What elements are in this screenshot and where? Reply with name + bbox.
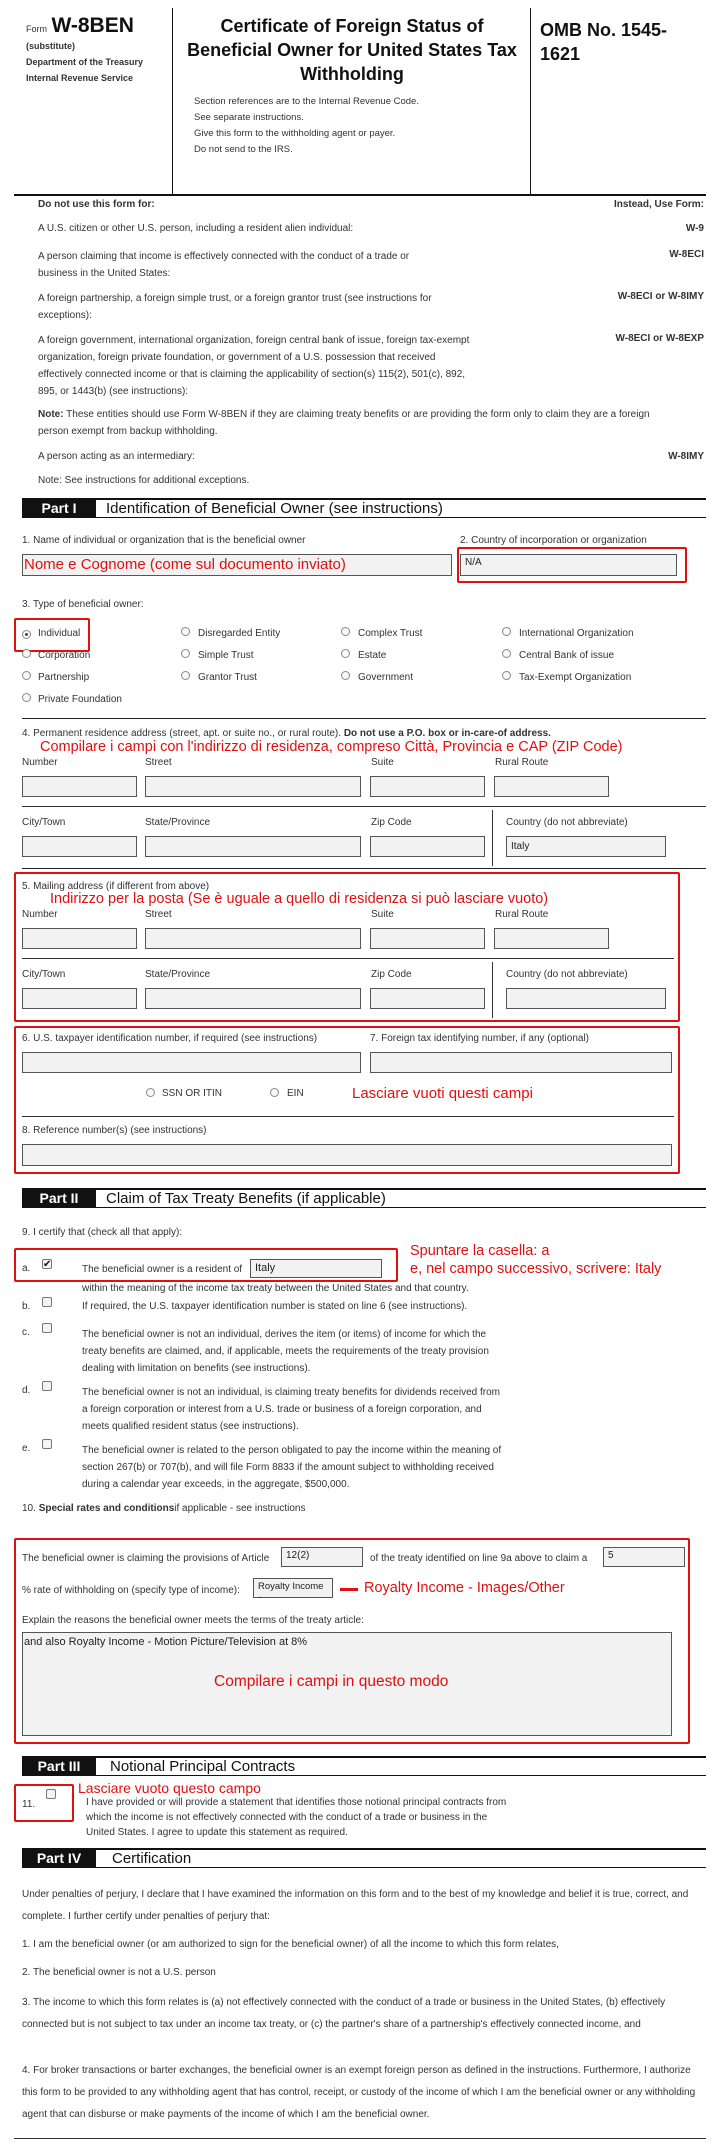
line11-num: 11. bbox=[22, 1799, 36, 1810]
ssn-label: SSN OR ITIN bbox=[162, 1088, 223, 1099]
header-note: Do not send to the IRS. bbox=[194, 144, 293, 155]
part3-annotation: Lasciare vuoto questo campo bbox=[78, 1780, 261, 1796]
addr-state-label: State/Province bbox=[145, 817, 211, 828]
ein-label: EIN bbox=[287, 1088, 304, 1099]
us-tin-field[interactable] bbox=[22, 1052, 361, 1073]
line4-label-text: 4. Permanent residence address (street, apt. or suite no., or rural route). bbox=[22, 728, 342, 739]
rule bbox=[14, 2138, 706, 2139]
addr-zip-label: Zip Code bbox=[371, 817, 412, 828]
form-prefix: Form bbox=[26, 24, 47, 34]
donot-note-text: These entities should use Form W-8BEN if they are claiming treaty benefits or are providing the form only to claim they are a foreign person exempt from backup withholding. bbox=[38, 409, 650, 437]
additional-exceptions: Note: See instructions for additional exceptions. bbox=[38, 475, 250, 486]
donot-row-text: A person claiming that income is effectively connected with the conduct of a trade or business in the United States: bbox=[38, 251, 410, 279]
addr-rural-label: Rural Route bbox=[495, 757, 549, 768]
explain-value: and also Royalty Income - Motion Picture/Television at 8% bbox=[24, 1636, 308, 1648]
line9-label: 9. I certify that (check all that apply): bbox=[22, 1227, 183, 1238]
checkbox-9c[interactable] bbox=[42, 1323, 52, 1333]
owner-type-label: Government bbox=[358, 672, 414, 683]
owner-type-label: Central Bank of issue bbox=[519, 650, 615, 661]
addr-city-label: City/Town bbox=[22, 817, 66, 828]
part2-title: Claim of Tax Treaty Benefits (if applicable) bbox=[106, 1190, 386, 1207]
reference-number-field[interactable] bbox=[22, 1144, 672, 1166]
form-header bbox=[14, 8, 706, 194]
rule bbox=[22, 958, 674, 959]
checkbox-11[interactable] bbox=[46, 1789, 56, 1799]
radio-international-organization[interactable] bbox=[502, 627, 511, 636]
part1-header bbox=[22, 498, 706, 518]
checkbox-9d[interactable] bbox=[42, 1381, 52, 1391]
line9e-letter: e. bbox=[22, 1443, 31, 1454]
line9d-text: The beneficial owner is not an individual, is claiming treaty benefits for dividends received from a foreign corporation or interest from a U.S. trade or business of a foreign corporation, and meets qualified resident status (see instructions). bbox=[82, 1387, 500, 1432]
donot-row-form: W-8ECI bbox=[669, 249, 704, 260]
radio-ssn-itin[interactable] bbox=[146, 1088, 155, 1097]
line67-annotation: Lasciare vuoti questi campi bbox=[352, 1085, 533, 1102]
line9c-text: The beneficial owner is not an individual, derives the item (or items) of income for which the treaty benefits are claimed, and, if applicable, meets the requirements of the treaty provision dealing with limitation on benefits (see instructions). bbox=[82, 1329, 489, 1374]
line1-label: 1. Name of individual or organization that is the beneficial owner bbox=[22, 535, 306, 546]
dept-treasury: Department of the Treasury bbox=[26, 57, 144, 67]
part4-title: Certification bbox=[112, 1850, 192, 1867]
owner-type-label: Private Foundation bbox=[38, 694, 122, 705]
certification-item: 3. The income to which this form relates is (a) not effectively connected with the conduct of a trade or business in the United States, (b) effectively connected but is not subject to tax under an income tax treaty, or (c) the partner's share of a partnership's effectively connected income, and bbox=[22, 1997, 666, 2030]
rule bbox=[22, 718, 706, 719]
line10-bold: Special rates and conditions bbox=[38, 1503, 175, 1514]
line5-annotation: Indirizzo per la posta (Se è uguale a quello di residenza si può lasciare vuoto) bbox=[50, 891, 549, 907]
line9b-letter: b. bbox=[22, 1301, 31, 1312]
addr-street-label: Street bbox=[145, 757, 172, 768]
part3-header bbox=[22, 1756, 706, 1776]
mail-rural-field[interactable] bbox=[494, 928, 609, 949]
certification-intro: Under penalties of perjury, I declare that I have examined the information on this form and to the best of my knowledge and belief it is true, correct, and complete. I further certify under penalties of perjury that: bbox=[22, 1889, 689, 1922]
foreign-tin-field[interactable] bbox=[370, 1052, 672, 1073]
donot-note bbox=[38, 406, 678, 440]
addr-number-label: Number bbox=[22, 909, 58, 920]
addr-city-label: City/Town bbox=[22, 969, 66, 980]
line10-num: 10. bbox=[22, 1503, 36, 1514]
line7-label: 7. Foreign tax identifying number, if any (optional) bbox=[370, 1033, 590, 1044]
line10-rest: if applicable - see instructions bbox=[174, 1503, 306, 1514]
country-of-incorporation-field[interactable]: N/A bbox=[460, 554, 677, 576]
intermediary-text: A person acting as an intermediary: bbox=[38, 451, 195, 462]
owner-type-label: Complex Trust bbox=[358, 628, 423, 639]
mail-zip-field[interactable] bbox=[370, 988, 485, 1009]
addr-country-label: Country (do not abbreviate) bbox=[506, 817, 628, 828]
line9a-annotation-1: Spuntare la casella: a bbox=[410, 1243, 550, 1259]
donot-note-label: Note: bbox=[38, 409, 64, 420]
rule bbox=[22, 1116, 674, 1117]
donot-row-text: A foreign government, international organization, foreign central bank of issue, foreign tax-exempt organization, foreign private foundation, or government of a U.S. possession that received effectively connected income or that is claiming the applicability of section(s) 115(2), 501(c), 892, 895, or 1443(b) (see instructions): bbox=[38, 335, 470, 397]
certification-item: 1. I am the beneficial owner (or am authorized to sign for the beneficial owner) of all the income to which this form relates, bbox=[22, 1939, 559, 1950]
claim-text2: of the treaty identified on line 9a above to claim a bbox=[370, 1553, 588, 1564]
mail-country-field[interactable] bbox=[506, 988, 666, 1009]
addr-number-label: Number bbox=[22, 757, 58, 768]
header-divider-right bbox=[530, 8, 531, 194]
do-not-use-heading: Do not use this form for: bbox=[38, 199, 155, 210]
part4-header bbox=[22, 1848, 706, 1868]
line9a-text: The beneficial owner is a resident of bbox=[82, 1264, 243, 1275]
owner-type-label: Tax-Exempt Organization bbox=[519, 672, 632, 683]
donot-row-text: A U.S. citizen or other U.S. person, including a resident alien individual: bbox=[38, 223, 354, 234]
line4-label-bold: Do not use a P.O. box or in-care-of address. bbox=[343, 728, 551, 739]
radio-private-foundation[interactable] bbox=[22, 693, 31, 702]
certification-item: 2. The beneficial owner is not a U.S. person bbox=[22, 1967, 216, 1978]
instead-use-heading: Instead, Use Form: bbox=[613, 199, 704, 210]
intermediary-form: W-8IMY bbox=[668, 451, 704, 462]
radio-individual[interactable] bbox=[22, 630, 31, 639]
explain-label: Explain the reasons the beneficial owner meets the terms of the treaty article: bbox=[22, 1615, 364, 1626]
part1-title: Identification of Beneficial Owner (see instructions) bbox=[106, 500, 443, 517]
header-note: Give this form to the withholding agent or payer. bbox=[194, 128, 396, 139]
radio-partnership[interactable] bbox=[22, 671, 31, 680]
header-note: See separate instructions. bbox=[194, 112, 304, 123]
line6-label: 6. U.S. taxpayer identification number, if required (see instructions) bbox=[22, 1033, 318, 1044]
line9d-letter: d. bbox=[22, 1385, 31, 1396]
perm-city-field[interactable] bbox=[22, 836, 137, 857]
omb-number: OMB No. 1545-1621 bbox=[540, 20, 668, 64]
country-divider bbox=[492, 810, 493, 866]
header-divider-left bbox=[172, 8, 173, 194]
line1-annotation: Nome e Cognome (come sul documento inviato) bbox=[24, 556, 346, 573]
addr-street-label: Street bbox=[145, 909, 172, 920]
owner-type-label: Estate bbox=[358, 650, 387, 661]
radio-estate[interactable] bbox=[341, 649, 350, 658]
addr-rural-label: Rural Route bbox=[495, 909, 549, 920]
header-note: Section references are to the Internal Revenue Code. bbox=[194, 96, 419, 107]
radio-corporation[interactable] bbox=[22, 649, 31, 658]
addr-state-label: State/Province bbox=[145, 969, 211, 980]
perm-state-field[interactable] bbox=[145, 836, 361, 857]
addr-zip-label: Zip Code bbox=[371, 969, 412, 980]
radio-complex-trust[interactable] bbox=[341, 627, 350, 636]
explain-annotation: Compilare i campi in questo modo bbox=[214, 1673, 449, 1690]
radio-grantor-trust[interactable] bbox=[181, 671, 190, 680]
part2-header bbox=[22, 1188, 706, 1208]
owner-type-label: Simple Trust bbox=[198, 650, 254, 661]
mail-street-field[interactable] bbox=[145, 928, 361, 949]
line5-label: 5. Mailing address (if different from above) bbox=[22, 881, 210, 892]
checkbox-9e[interactable] bbox=[42, 1439, 52, 1449]
line9b-text: If required, the U.S. taxpayer identification number is stated on line 6 (see instructions). bbox=[82, 1301, 468, 1312]
perm-rural-field[interactable] bbox=[494, 776, 609, 797]
mail-city-field[interactable] bbox=[22, 988, 137, 1009]
line8-label: 8. Reference number(s) (see instructions) bbox=[22, 1125, 207, 1136]
claim-text: The beneficial owner is claiming the provisions of Article bbox=[22, 1553, 270, 1564]
form-name: W-8BEN bbox=[51, 14, 134, 37]
form-substitute: (substitute) bbox=[26, 41, 75, 51]
line11-text: I have provided or will provide a statement that identifies those notional principal contracts from which the income is not effectively connected with the conduct of a trade or business in the United States. I agree to update this statement as required. bbox=[86, 1797, 507, 1838]
line9e-text: The beneficial owner is related to the person obligated to pay the income within the meaning of section 267(b) or 707(b), and will file Form 8833 if the amount subject to withholding received during a calendar year exceeds, in the aggregate, $500,000. bbox=[82, 1445, 502, 1490]
mail-suite-field[interactable] bbox=[370, 928, 485, 949]
perm-street-field[interactable] bbox=[145, 776, 361, 797]
radio-disregarded-entity[interactable] bbox=[181, 627, 190, 636]
part1-label: Part I bbox=[22, 500, 96, 517]
treaty-country-field[interactable]: Italy bbox=[250, 1259, 382, 1278]
perm-suite-field[interactable] bbox=[370, 776, 485, 797]
irs-label: Internal Revenue Service bbox=[26, 73, 134, 83]
line3-label: 3. Type of beneficial owner: bbox=[22, 599, 144, 610]
rate-field[interactable]: 5 bbox=[603, 1547, 685, 1567]
line4-annotation: Compilare i campi con l'indirizzo di residenza, compreso Città, Provincia e CAP (ZIP Code) bbox=[40, 739, 623, 755]
owner-type-label: International Organization bbox=[519, 628, 634, 639]
mail-number-field[interactable] bbox=[22, 928, 137, 949]
perm-country-field[interactable]: Italy bbox=[506, 836, 666, 857]
form-title: Certificate of Foreign Status of Beneficial Owner for United States Tax Withholding bbox=[187, 16, 517, 84]
perm-zip-field[interactable] bbox=[370, 836, 485, 857]
perm-number-field[interactable] bbox=[22, 776, 137, 797]
country-divider bbox=[492, 962, 493, 1018]
owner-type-label: Grantor Trust bbox=[198, 672, 257, 683]
addr-suite-label: Suite bbox=[371, 909, 394, 920]
line9a-letter: a. bbox=[22, 1263, 31, 1274]
owner-type-label: Individual bbox=[38, 628, 81, 639]
article-field[interactable]: 12(2) bbox=[281, 1547, 363, 1567]
rule bbox=[22, 868, 706, 869]
radio-central-bank[interactable] bbox=[502, 649, 511, 658]
addr-country-label: Country (do not abbreviate) bbox=[506, 969, 628, 980]
part3-label: Part III bbox=[22, 1758, 96, 1775]
annotation-dash bbox=[340, 1588, 358, 1591]
part2-label: Part II bbox=[22, 1190, 96, 1207]
line10-label bbox=[22, 1502, 305, 1516]
income-type-field[interactable]: Royalty Income - bbox=[253, 1578, 333, 1598]
owner-type-label: Disregarded Entity bbox=[198, 628, 281, 639]
income-annotation: Royalty Income - Images/Other bbox=[364, 1580, 565, 1596]
part4-label: Part IV bbox=[22, 1850, 96, 1867]
checkbox-9b[interactable] bbox=[42, 1297, 52, 1307]
line9a-text2: within the meaning of the income tax treaty between the United States and that country. bbox=[82, 1283, 469, 1294]
donot-row-form: W-9 bbox=[685, 223, 704, 234]
header-bottom-rule bbox=[14, 194, 706, 196]
radio-tax-exempt-organization[interactable] bbox=[502, 671, 511, 680]
line2-label: 2. Country of incorporation or organization bbox=[460, 535, 647, 546]
owner-type-label: Partnership bbox=[38, 672, 90, 683]
part3-title: Notional Principal Contracts bbox=[110, 1758, 296, 1775]
line9a-annotation-2: e, nel campo successivo, scrivere: Italy bbox=[410, 1261, 662, 1277]
donot-row-form: W-8ECI or W-8EXP bbox=[615, 333, 704, 344]
certification-item: 4. For broker transactions or barter exchanges, the beneficial owner is an exempt foreign person as defined in the instructions. Furthermore, I authorize this form to be provided to any withholding agent that has control, receipt, or custody of the income of which I am the beneficial owner or any withholding agent that can disburse or make payments of the income of which I am the beneficial owner. bbox=[22, 2065, 696, 2120]
radio-ein[interactable] bbox=[270, 1088, 279, 1097]
radio-simple-trust[interactable] bbox=[181, 649, 190, 658]
donot-row-form: W-8ECI or W-8IMY bbox=[617, 291, 704, 302]
radio-government[interactable] bbox=[341, 671, 350, 680]
mail-state-field[interactable] bbox=[145, 988, 361, 1009]
line9c-letter: c. bbox=[22, 1327, 30, 1338]
rule bbox=[22, 806, 706, 807]
owner-type-label: Corporation bbox=[38, 650, 91, 661]
donot-row-text: A foreign partnership, a foreign simple trust, or a foreign grantor trust (see instructions for exceptions): bbox=[38, 293, 432, 321]
addr-suite-label: Suite bbox=[371, 757, 394, 768]
checkbox-9a[interactable]: ✔ bbox=[43, 1259, 52, 1270]
rate-text: % rate of withholding on (specify type of income): bbox=[22, 1585, 240, 1596]
